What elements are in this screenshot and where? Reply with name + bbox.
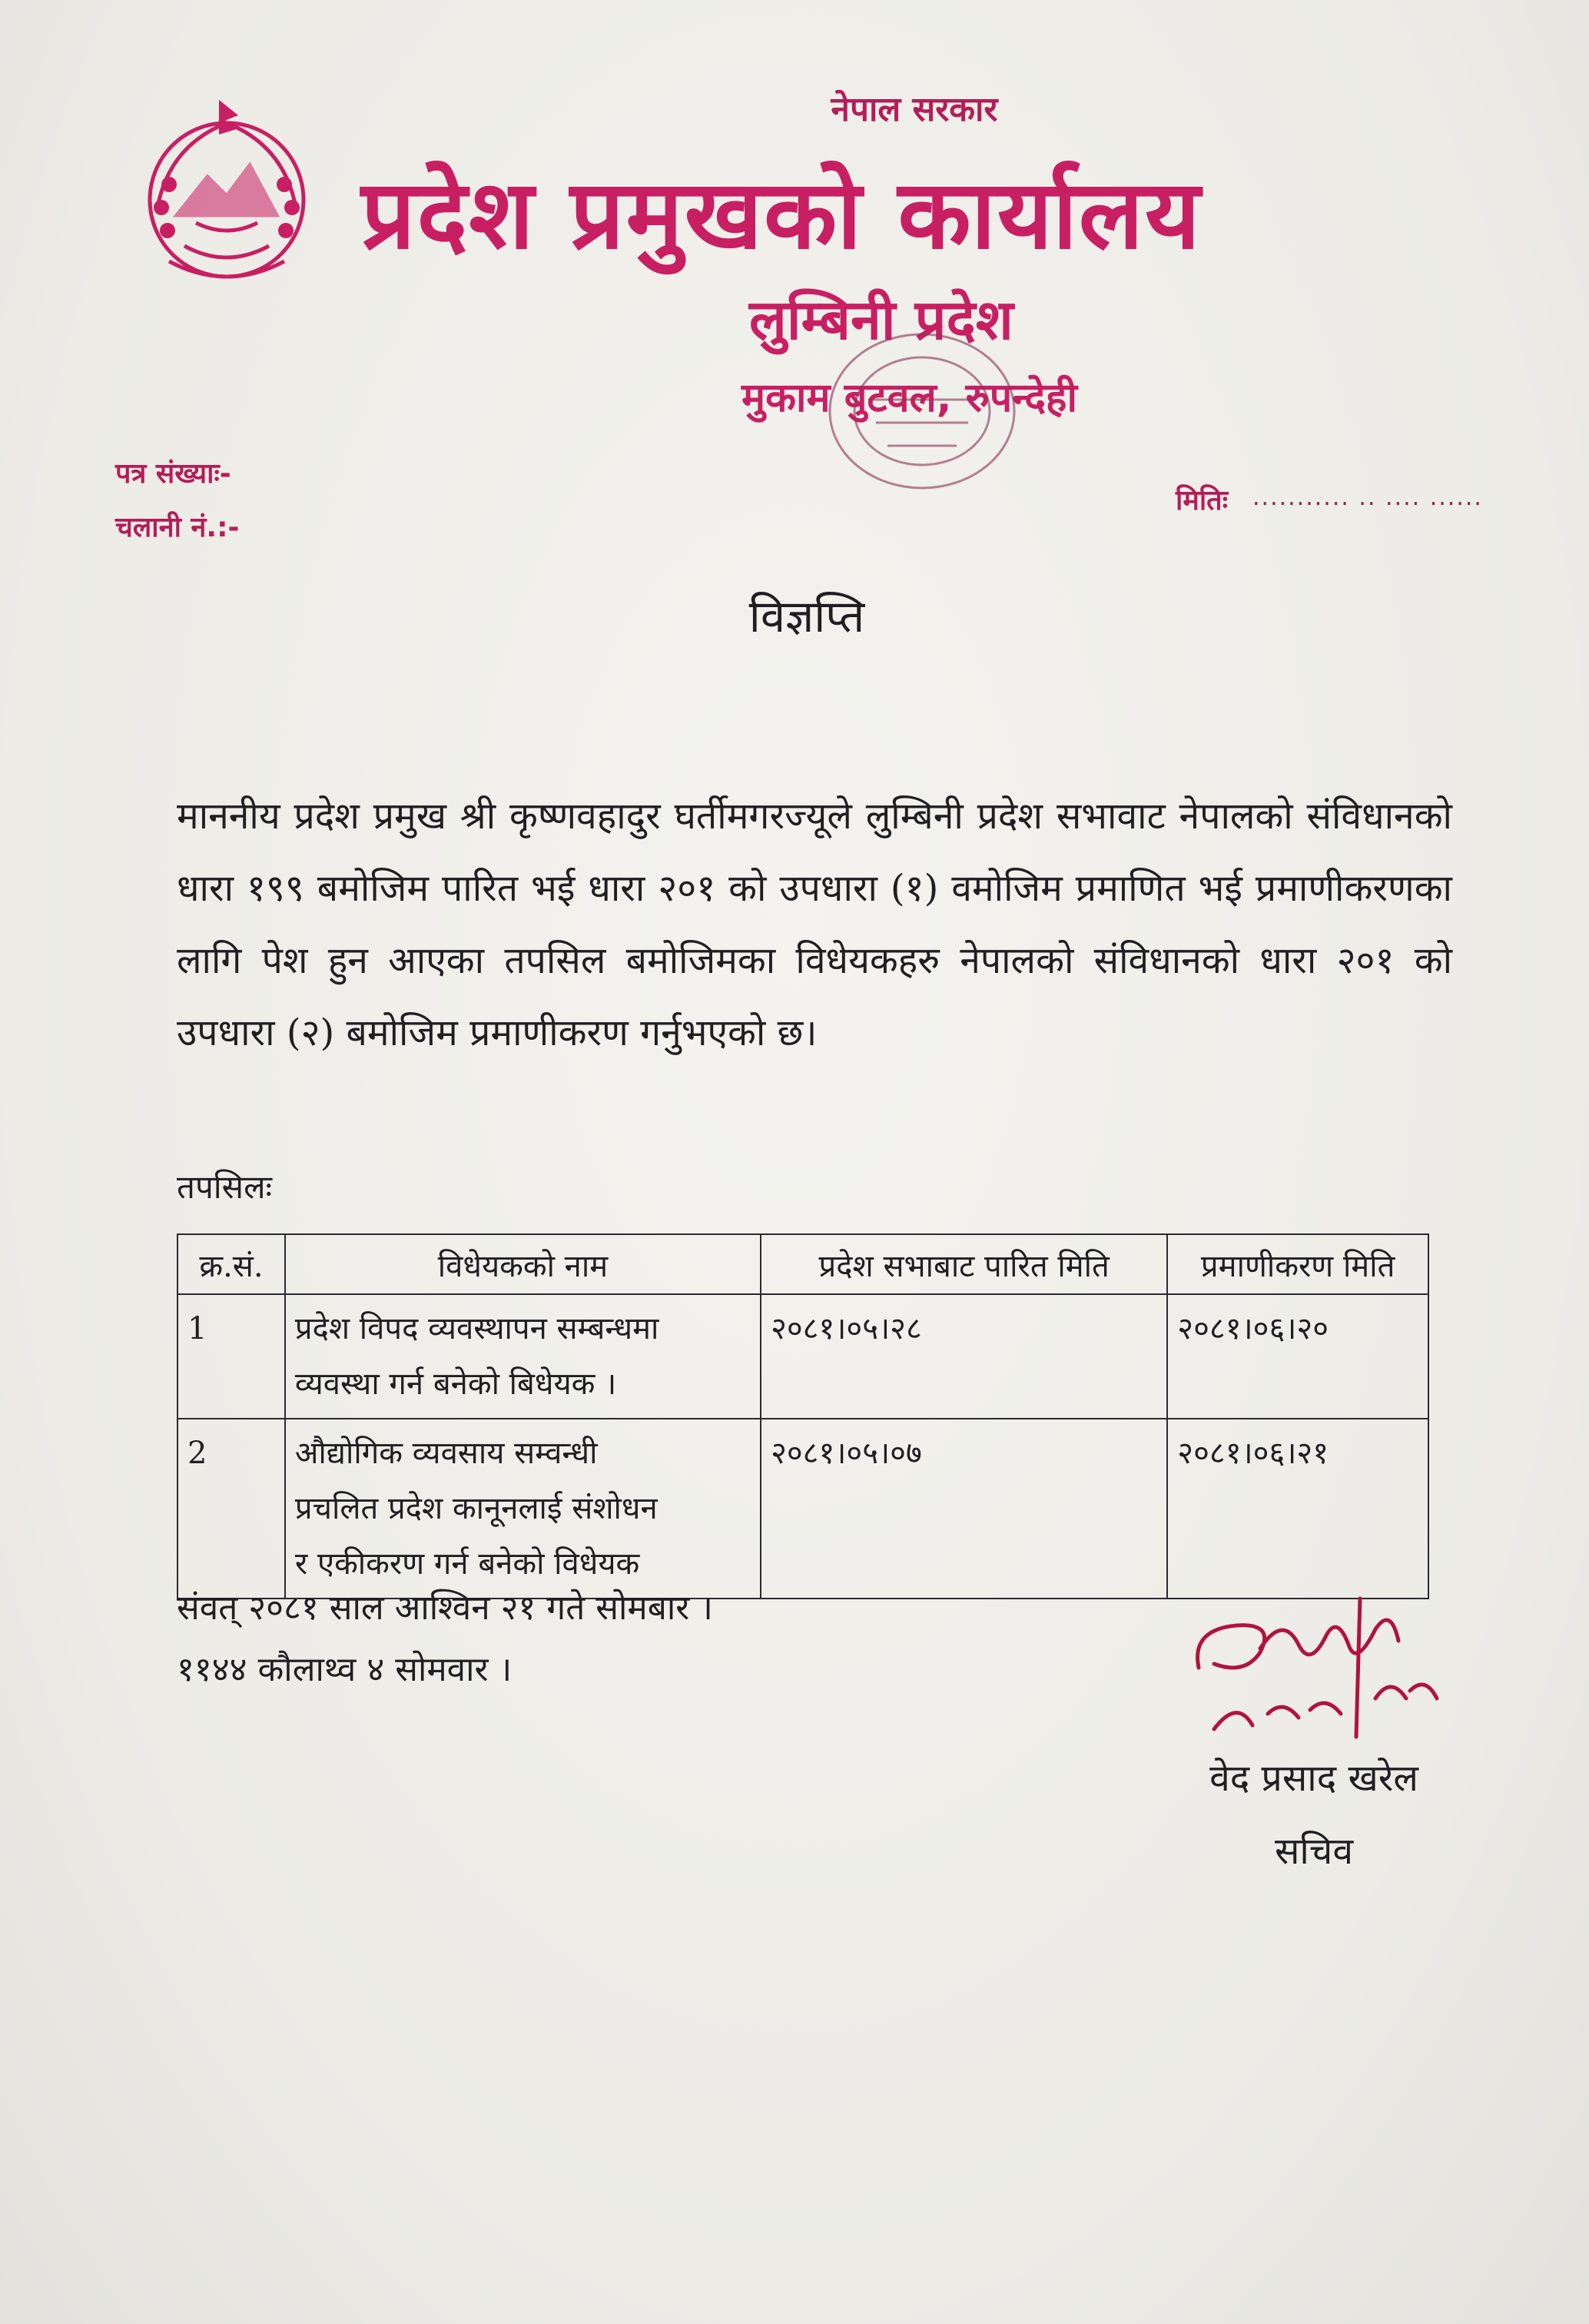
office-address: मुकाम बुटवल, रुपन्देही [741, 375, 1078, 421]
table-header-row [177, 1234, 1428, 1294]
nepal-emblem-icon [123, 92, 330, 300]
header-serial: क्र.सं. [177, 1234, 285, 1294]
table-row [177, 1419, 1428, 1599]
date-field: ........... .. .... ...... [1252, 484, 1483, 511]
row-passed-date: २०८१।०५।०७ [761, 1419, 1167, 1599]
bill-name-line: र एकीकरण गर्न बनेको विधेयक [294, 1546, 640, 1582]
row-bill-name [285, 1419, 761, 1599]
bills-table [177, 1233, 1429, 1599]
row-bill-name [285, 1294, 761, 1419]
notice-paragraph: माननीय प्रदेश प्रमुख श्री कृष्णवहादुर घर्तीमगरज्यूले लुम्बिनी प्रदेश सभावाट नेपालको संविधानको धारा १९९ बमोजिम पारित भई धारा २०१ को उपधारा (१) वमोजिम प्रमाणित भई प्रमाणीकरणका लागि पेश हुन आएका तपसिल बमोजिमका विधेयकहरु नेपालको संविधानको धारा २०१ को उपधारा (२) बमोजिम प्रमाणीकरण गर्नुभएको छ। [177, 795, 1452, 1054]
handwritten-signature-icon [1183, 1583, 1445, 1752]
office-title: प्रदेश प्रमुखको कार्यालय [361, 160, 1202, 271]
nepal-sambat-date: ११४४ कौलाथ्व ४ सोमवार । [177, 1650, 513, 1689]
signer-title: सचिव [1274, 1830, 1354, 1873]
table-row [177, 1294, 1428, 1419]
row-certified-date: २०८१।०६।२१ [1167, 1419, 1428, 1599]
office-stamp-icon [814, 323, 1030, 500]
bill-name-line: व्यवस्था गर्न बनेको बिधेयक । [294, 1366, 617, 1402]
notice-title: विज्ञप्ति [748, 590, 865, 642]
bill-name-line: प्रचलित प्रदेश कानूनलाई संशोधन [294, 1491, 658, 1526]
dispatch-number-label: चलानी नं.:- [115, 512, 240, 543]
reference-number-label: पत्र संख्याः- [115, 458, 231, 490]
signer-name: वेद प्रसाद खरेल [1209, 1757, 1418, 1800]
row-passed-date: २०८१।०५।२८ [761, 1294, 1167, 1419]
province-name: लुम्बिनी प्रदेश [749, 287, 1013, 352]
date-label: मितिः [1176, 485, 1228, 516]
government-label: नेपाल सरकार [831, 90, 998, 129]
header-bill-name: विधेयकको नाम [285, 1234, 761, 1294]
bill-name-line: औद्योगिक व्यवसाय सम्वन्धी [294, 1436, 598, 1471]
header-certified-date: प्रमाणीकरण मिति [1167, 1234, 1428, 1294]
schedule-label: तपसिलः [177, 1168, 273, 1206]
row-serial: 2 [177, 1419, 285, 1599]
samvat-date: संवत् २०८१ साल आश्विन २१ गते सोमबार । [177, 1589, 713, 1628]
header-passed-date: प्रदेश सभाबाट पारित मिति [761, 1234, 1167, 1294]
row-certified-date: २०८१।०६।२० [1167, 1294, 1428, 1419]
bill-name-line: प्रदेश विपद व्यवस्थापन सम्बन्धमा [294, 1311, 659, 1346]
row-serial: 1 [177, 1294, 285, 1419]
